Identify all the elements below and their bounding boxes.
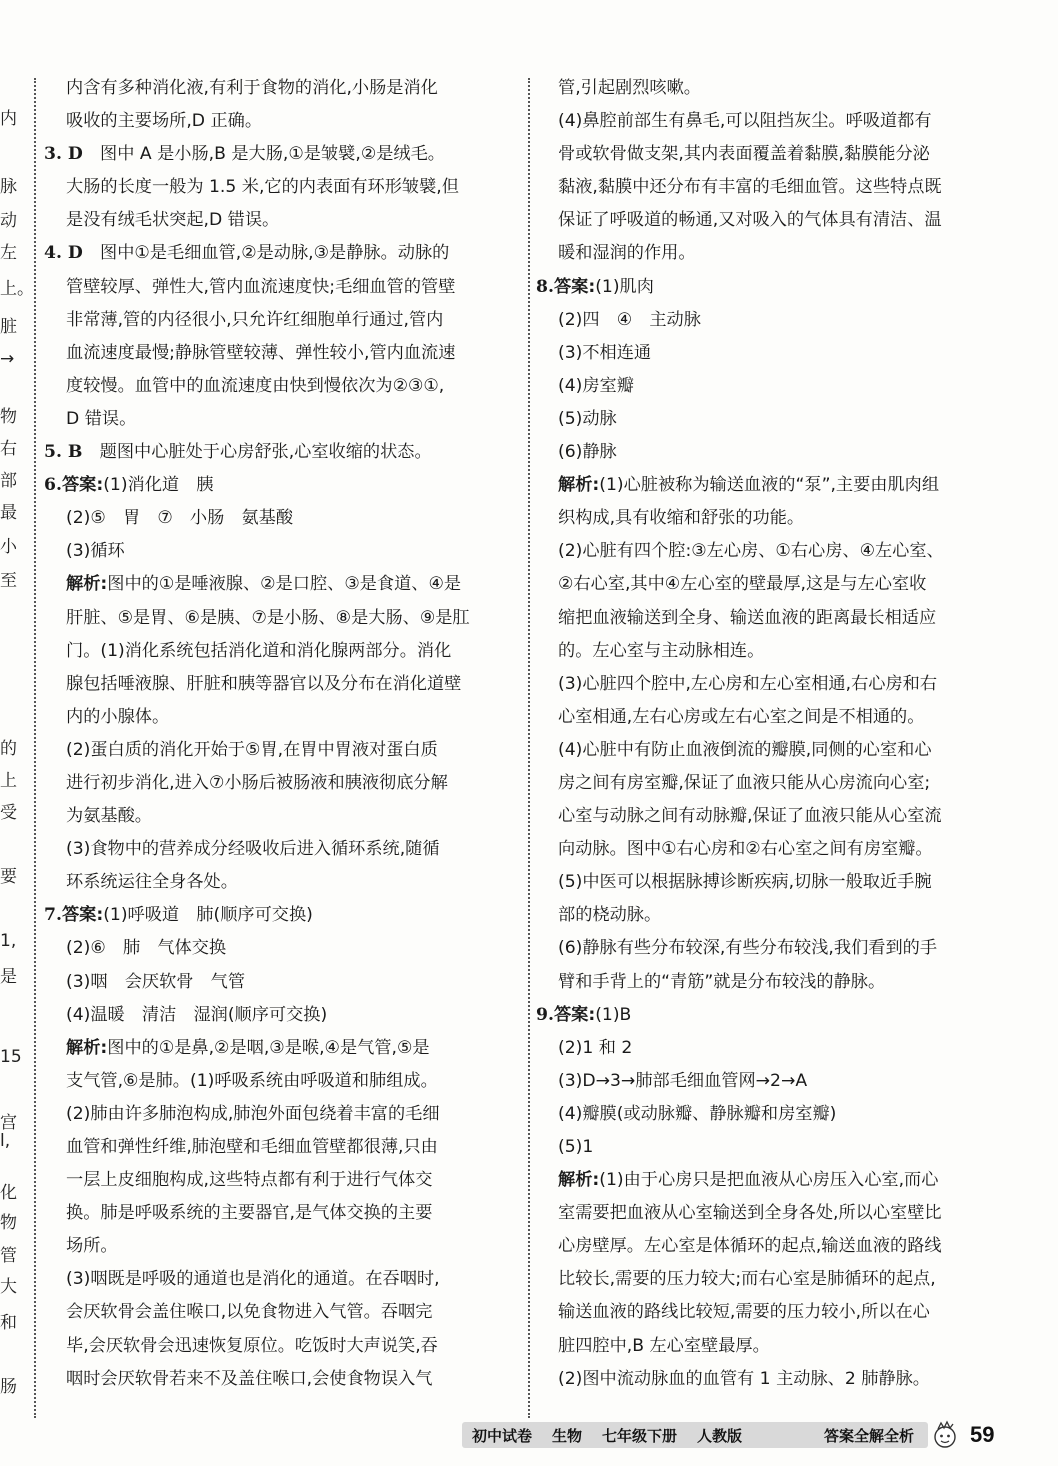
- line-text: (2)肺由许多肺泡构成,肺泡外面包绕着丰富的毛细: [66, 1103, 440, 1124]
- margin-fragment: 和: [0, 1313, 17, 1333]
- line-text: 保证了呼吸道的畅通,又对吸入的气体具有清洁、温: [558, 210, 942, 231]
- line-text: 织构成,具有收缩和舒张的功能。: [558, 508, 805, 529]
- margin-fragment: 上。: [0, 279, 34, 299]
- line-text: (2)图中流动脉血的血管有 1 主动脉、2 肺静脉。: [558, 1368, 930, 1389]
- margin-fragment: 要: [0, 867, 17, 887]
- text-line: [44, 271, 520, 304]
- text-line: [44, 767, 520, 800]
- text-line: [536, 370, 1036, 403]
- text-line: [536, 1363, 1036, 1396]
- text-line: [44, 568, 520, 601]
- line-text: 的。左心室与主动脉相连。: [558, 640, 765, 661]
- line-text: 是没有绒毛状突起,D 错误。: [66, 210, 280, 231]
- line-text: 输送血液的路线比较短,需要的压力较小,所以在心: [558, 1302, 930, 1323]
- line-text: 图中 A 是小肠,B 是大肠,①是皱襞,②是绒毛。: [82, 144, 445, 165]
- text-line: [536, 800, 1036, 833]
- margin-fragment: 大: [0, 1277, 17, 1297]
- line-text: (3)食物中的营养成分经吸收后进入循环系统,随循: [66, 839, 440, 860]
- text-line: [536, 1098, 1036, 1131]
- text-line: [536, 105, 1036, 138]
- line-text: 为氨基酸。: [66, 806, 152, 827]
- column-divider-middle: [528, 78, 530, 1418]
- line-text: 脏四腔中,B 左心室壁最厚。: [558, 1335, 770, 1356]
- text-line: [536, 602, 1036, 635]
- text-line: [44, 1065, 520, 1098]
- question-number: 8.: [536, 276, 554, 297]
- line-text: ②右心室,其中④左心室的壁最厚,这是与左心室收: [558, 574, 927, 595]
- line-text: (2)1 和 2: [558, 1037, 633, 1058]
- section-keyword: 解析:: [558, 475, 600, 496]
- line-text: 腺包括唾液腺、肝脏和胰等器官以及分布在消化道壁: [66, 673, 462, 694]
- text-line: [44, 72, 520, 105]
- line-text: 骨或软骨做支架,其内表面覆盖着黏膜,黏膜能分泌: [558, 144, 930, 165]
- text-line: [536, 204, 1036, 237]
- line-text: (2)蛋白质的消化开始于⑤胃,在胃中胃液对蛋白质: [66, 739, 438, 760]
- line-text: 场所。: [66, 1236, 118, 1257]
- section-keyword: 答案:: [553, 276, 596, 297]
- line-text: 门。(1)消化系统包括消化道和消化腺两部分。消化: [66, 640, 452, 661]
- line-text: (2)⑤ 胃 ⑦ 小肠 氨基酸: [66, 508, 294, 529]
- line-text: 肝脏、⑤是胃、⑥是胰、⑦是小肠、⑧是大肠、⑨是肛: [66, 607, 470, 628]
- line-text: 管壁较厚、弹性大,管内血流速度快;毛细血管的管壁: [66, 276, 456, 297]
- line-text: (1)心脏被称为输送血液的“泵”,主要由肌肉组: [599, 475, 940, 496]
- text-line: [44, 1363, 520, 1396]
- text-line: [536, 403, 1036, 436]
- text-line: [44, 932, 520, 965]
- text-line: [44, 535, 520, 568]
- margin-fragment: 管: [0, 1246, 17, 1266]
- line-text: 大肠的长度一般为 1.5 米,它的内表面有环形皱襞,但: [66, 177, 459, 198]
- text-line: [44, 701, 520, 734]
- line-text: (1)B: [595, 1004, 632, 1025]
- text-line: [44, 800, 520, 833]
- text-line: [44, 668, 520, 701]
- line-text: 会厌软骨会盖住喉口,以免食物进入气管。吞咽完: [66, 1302, 433, 1323]
- line-text: 向动脉。图中①右心房和②右心室之间有房室瓣。: [558, 839, 933, 860]
- line-text: (4)鼻腔前部生有鼻毛,可以阻挡灰尘。呼吸道都有: [558, 111, 932, 132]
- text-line: [44, 734, 520, 767]
- line-text: (4)房室瓣: [558, 375, 634, 396]
- line-text: 缩把血液输送到全身、输送血液的距离最长相适应: [558, 607, 937, 628]
- text-line: [536, 1296, 1036, 1329]
- text-line: [536, 535, 1036, 568]
- line-text: (3)D→3→肺部毛细血管网→2→A: [558, 1070, 808, 1091]
- footer-tag: [462, 1422, 928, 1448]
- line-text: 度较慢。血管中的血流速度由快到慢依次为②③①,: [66, 375, 445, 396]
- text-line: [44, 1098, 520, 1131]
- line-text: 咽时会厌软骨若来不及盖住喉口,会使食物误入气: [66, 1368, 433, 1389]
- text-line: [536, 1197, 1036, 1230]
- line-text: (1)肌肉: [595, 276, 654, 297]
- text-line: [536, 866, 1036, 899]
- text-line: [536, 502, 1036, 535]
- margin-fragment: →: [0, 349, 15, 369]
- text-line: [44, 999, 520, 1032]
- line-text: (5)中医可以根据脉搏诊断疾病,切脉一般取近手腕: [558, 872, 932, 893]
- text-line: [536, 469, 1036, 502]
- line-text: (1)呼吸道 肺(顺序可交换): [103, 905, 313, 926]
- text-line: [44, 602, 520, 635]
- text-line: [536, 237, 1036, 270]
- margin-fragment: 脉: [0, 177, 17, 197]
- text-line: [536, 1330, 1036, 1363]
- left-margin-cutoff-text: [0, 0, 34, 1440]
- line-text: (3)咽既是呼吸的通道也是消化的通道。在吞咽时,: [66, 1269, 440, 1290]
- margin-fragment: 物: [0, 407, 17, 427]
- text-line: [44, 138, 520, 171]
- section-keyword: 解析:: [558, 1170, 600, 1191]
- line-text: 一层上皮细胞构成,这些特点都有利于进行气体交: [66, 1170, 433, 1191]
- question-number: 3. D: [44, 144, 83, 165]
- line-text: 心室相通,左右心房或左右心室之间是不相通的。: [558, 706, 925, 727]
- margin-fragment: 脏: [0, 317, 17, 337]
- line-text: 血流速度最慢;静脉管壁较薄、弹性较小,管内血流速: [66, 342, 456, 363]
- text-line: [44, 469, 520, 502]
- text-line: [44, 171, 520, 204]
- line-text: 图中的①是唾液腺、②是口腔、③是食道、④是: [107, 574, 462, 595]
- text-line: [536, 734, 1036, 767]
- text-line: [44, 866, 520, 899]
- line-text: (6)静脉有些分布较深,有些分布较浅,我们看到的手: [558, 938, 938, 959]
- section-keyword: 答案:: [553, 1004, 596, 1025]
- line-text: (5)1: [558, 1137, 594, 1157]
- margin-fragment: 的: [0, 739, 17, 759]
- text-line: [536, 1164, 1036, 1197]
- text-line: [536, 668, 1036, 701]
- line-text: (6)静脉: [558, 442, 617, 463]
- line-text: (5)动脉: [558, 408, 617, 429]
- margin-fragment: 左: [0, 243, 17, 263]
- text-line: [536, 72, 1036, 105]
- text-line: [44, 1230, 520, 1263]
- margin-fragment: 右: [0, 439, 17, 459]
- text-line: [44, 436, 520, 469]
- line-text: 环系统运往全身各处。: [66, 872, 238, 893]
- text-line: [536, 271, 1036, 304]
- margin-fragment: 最: [0, 503, 17, 523]
- text-line: [44, 833, 520, 866]
- margin-fragment: 1,: [0, 931, 17, 951]
- line-text: 题图中心脏处于心房舒张,心室收缩的状态。: [82, 442, 432, 463]
- text-line: [44, 1131, 520, 1164]
- text-line: [536, 966, 1036, 999]
- line-text: 吸收的主要场所,D 正确。: [66, 111, 263, 132]
- text-line: [536, 436, 1036, 469]
- line-text: 内的小腺体。: [66, 706, 170, 727]
- text-line: [44, 635, 520, 668]
- text-line: [44, 1330, 520, 1363]
- text-line: [44, 1032, 520, 1065]
- line-text: (2)四 ④ 主动脉: [558, 309, 701, 330]
- line-text: 进行初步消化,进入⑦小肠后被肠液和胰液彻底分解: [66, 772, 448, 793]
- text-line: [536, 304, 1036, 337]
- margin-fragment: 上: [0, 771, 17, 791]
- line-text: 心室与动脉之间有动脉瓣,保证了血液只能从心室流: [558, 806, 942, 827]
- page-footer: [462, 1420, 1018, 1450]
- text-line: [44, 204, 520, 237]
- line-text: (1)消化道 胰: [103, 475, 214, 496]
- footer-item-edition: 人教版: [697, 1426, 743, 1445]
- line-text: 室需要把血液从心室输送到全身各处,所以心室壁比: [558, 1203, 942, 1224]
- line-text: (3)咽 会厌软骨 气管: [66, 971, 246, 992]
- question-number: 5. B: [44, 442, 83, 463]
- page-number: 59: [970, 1422, 995, 1447]
- text-line: [44, 403, 520, 436]
- question-number: 4. D: [44, 243, 83, 264]
- mascot-icon: [932, 1420, 958, 1448]
- line-text: (2)⑥ 肺 气体交换: [66, 938, 227, 959]
- line-text: 毕,会厌软骨会迅速恢复原位。吃饭时大声说笑,吞: [66, 1335, 438, 1356]
- line-text: D 错误。: [66, 408, 137, 429]
- line-text: 臂和手背上的“青筋”就是分布较浅的静脉。: [558, 971, 886, 992]
- line-text: (4)瓣膜(或动脉瓣、静脉瓣和房室瓣): [558, 1103, 837, 1124]
- section-keyword: 答案:: [61, 475, 104, 496]
- margin-fragment: 内: [0, 109, 17, 129]
- line-text: 内含有多种消化液,有利于食物的消化,小肠是消化: [66, 78, 438, 98]
- text-line: [536, 568, 1036, 601]
- line-text: 非常薄,管的内径很小,只允许红细胞单行通过,管内: [66, 309, 444, 330]
- line-text: 暖和湿润的作用。: [558, 243, 696, 264]
- text-line: [536, 999, 1036, 1032]
- text-line: [536, 932, 1036, 965]
- margin-fragment: 宫: [0, 1113, 17, 1133]
- margin-fragment: l,: [0, 1131, 11, 1151]
- text-line: [536, 833, 1036, 866]
- margin-fragment: 动: [0, 211, 17, 231]
- text-line: [44, 502, 520, 535]
- text-line: [536, 1263, 1036, 1296]
- text-line: [44, 237, 520, 270]
- text-line: [44, 370, 520, 403]
- margin-fragment: 肠: [0, 1377, 17, 1397]
- margin-fragment: 物: [0, 1213, 17, 1233]
- text-line: [536, 337, 1036, 370]
- column-divider-left: [34, 78, 36, 1418]
- line-text: (3)循环: [66, 541, 125, 562]
- text-line: [44, 337, 520, 370]
- line-text: (3)心脏四个腔中,左心房和左心室相通,右心房和右: [558, 673, 938, 694]
- footer-answer-label: 答案全解全析: [823, 1426, 914, 1445]
- line-text: 图中的①是鼻,②是咽,③是喉,④是气管,⑤是: [107, 1037, 430, 1058]
- text-line: [44, 1164, 520, 1197]
- text-line: [44, 1296, 520, 1329]
- line-text: 部的桡动脉。: [558, 905, 662, 926]
- text-line: [536, 138, 1036, 171]
- section-keyword: 解析:: [66, 1037, 108, 1058]
- section-keyword: 答案:: [61, 905, 104, 926]
- line-text: 黏液,黏膜中还分布有丰富的毛细血管。这些特点既: [558, 177, 942, 198]
- footer-item-exam: 初中试卷: [472, 1426, 533, 1445]
- text-line: [44, 899, 520, 932]
- section-keyword: 解析:: [66, 574, 108, 595]
- line-text: (1)由于心房只是把血液从心房压入心室,而心: [599, 1170, 939, 1191]
- line-text: 血管和弹性纤维,肺泡壁和毛细血管壁都很薄,只由: [66, 1137, 438, 1157]
- line-text: 换。肺是呼吸系统的主要器官,是气体交换的主要: [66, 1203, 433, 1224]
- text-line: [536, 635, 1036, 668]
- text-line: [536, 1131, 1036, 1164]
- question-number: 6.: [44, 475, 62, 496]
- text-line: [44, 1263, 520, 1296]
- line-text: 管,引起剧烈咳嗽。: [558, 78, 701, 98]
- text-line: [536, 701, 1036, 734]
- margin-fragment: 15: [0, 1047, 22, 1067]
- margin-fragment: 至: [0, 571, 17, 591]
- line-text: 比较长,需要的压力较大;而右心室是肺循环的起点,: [558, 1269, 936, 1290]
- line-text: 房之间有房室瓣,保证了血液只能从心房流向心室;: [558, 772, 931, 793]
- text-line: [536, 899, 1036, 932]
- text-line: [44, 304, 520, 337]
- text-line: [536, 1032, 1036, 1065]
- line-text: (4)心脏中有防止血液倒流的瓣膜,同侧的心室和心: [558, 739, 932, 760]
- text-line: [44, 1197, 520, 1230]
- margin-fragment: 小: [0, 537, 17, 557]
- margin-fragment: 部: [0, 471, 17, 491]
- question-number: 7.: [44, 905, 62, 926]
- margin-fragment: 化: [0, 1183, 17, 1203]
- text-line: [44, 105, 520, 138]
- margin-fragment: 受: [0, 803, 17, 823]
- margin-fragment: 是: [0, 967, 17, 987]
- text-line: [536, 1230, 1036, 1263]
- right-column: [536, 72, 1036, 1396]
- line-text: (2)心脏有四个腔:③左心房、①右心房、④左心室、: [558, 541, 944, 562]
- footer-item-grade: 七年级下册: [602, 1426, 678, 1445]
- text-line: [44, 966, 520, 999]
- line-text: 支气管,⑥是肺。(1)呼吸系统由呼吸道和肺组成。: [66, 1070, 438, 1091]
- line-text: 图中①是毛细血管,②是动脉,③是静脉。动脉的: [82, 243, 450, 264]
- text-line: [536, 171, 1036, 204]
- left-column: [44, 72, 520, 1396]
- footer-item-subject: 生物: [552, 1426, 583, 1445]
- line-text: 心房壁厚。左心室是体循环的起点,输送血液的路线: [558, 1236, 942, 1257]
- line-text: (3)不相连通: [558, 342, 652, 363]
- text-line: [536, 1065, 1036, 1098]
- text-line: [536, 767, 1036, 800]
- question-number: 9.: [536, 1004, 554, 1025]
- line-text: (4)温暖 清洁 湿润(顺序可交换): [66, 1004, 328, 1025]
